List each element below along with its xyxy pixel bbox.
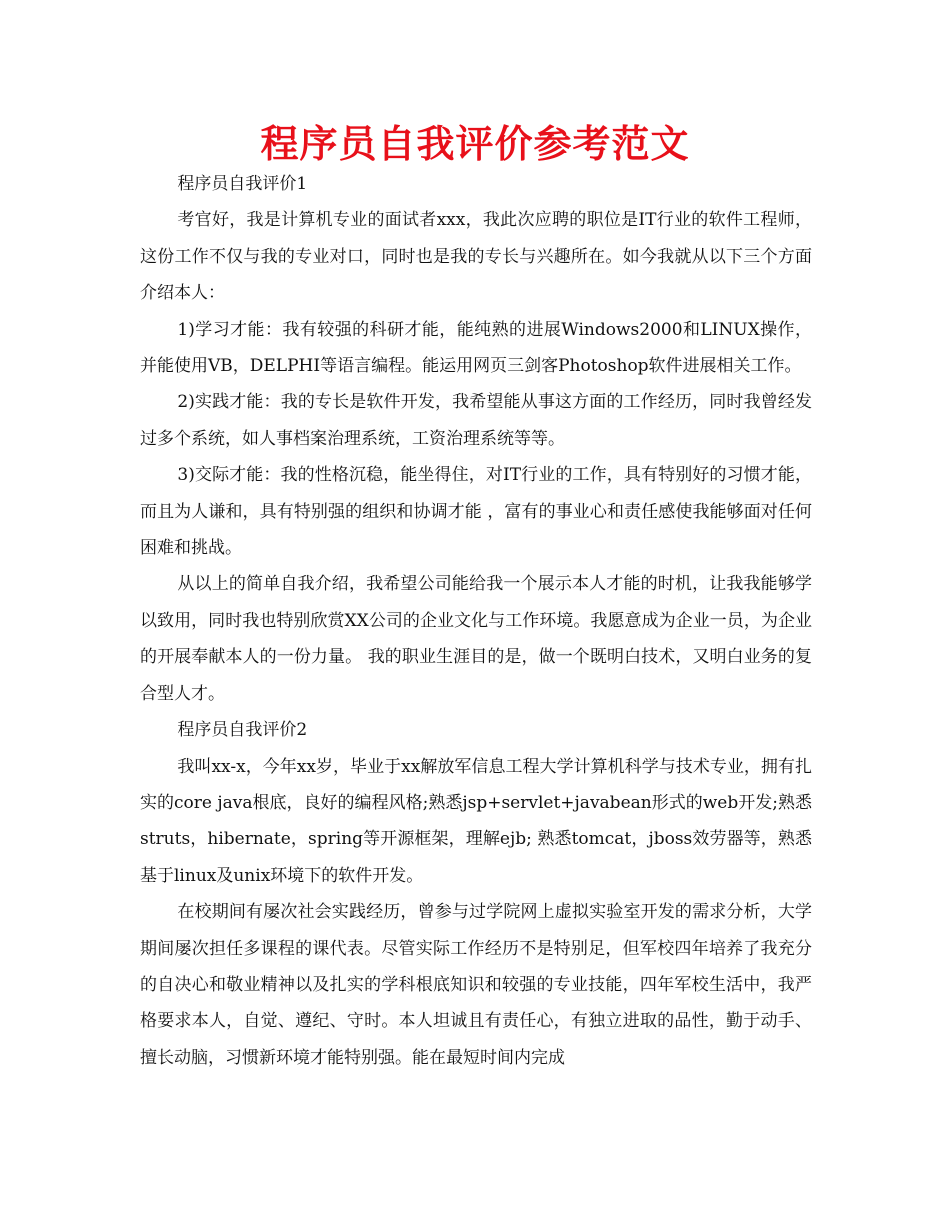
paragraph: 在校期间有屡次社会实践经历，曾参与过学院网上虚拟实验室开发的需求分析，大学期间屡次担任多课程的课代表。尽管实际工作经历不是特别足，但军校四年培养了我充分的自决心和敬业精神以及扎实的学科根底知识和较强的专业技能，四年军校生活中，我严格要求本人，自觉、遵纪、守时。本人坦诚且有责任心，有独立进取的品性，勤于动手、擅长动脑，习惯新环境才能特别强。能在最短时间内完成 [140,902,812,1068]
paragraph: 从以上的简单自我介绍，我希望公司能给我一个展示本人才能的时机，让我我能够学以致用，同时我也特别欣赏XX公司的企业文化与工作环境。我愿意成为企业一员，为企业的开展奉献本人的一份力量。 我的职业生涯目的是，做一个既明白技术，又明白业务的复合型人才。 [140,574,812,704]
document-title: 程序员自我评价参考范文 [260,122,690,166]
paragraph: 2)实践才能：我的专长是软件开发，我希望能从事这方面的工作经历，同时我曾经发过多个系统，如人事档案治理系统，工资治理系统等等。 [140,392,812,449]
paragraph: 1)学习才能：我有较强的科研才能，能纯熟的进展Windows2000和LINUX操作，并能使用VB，DELPHI等语言编程。能运用网页三剑客Photoshop软件进展相关工作。 [140,319,812,377]
section-heading-2: 程序员自我评价2 [177,720,308,741]
paragraph: 考官好，我是计算机专业的面试者xxx，我此次应聘的职位是IT行业的软件工程师，这份工作不仅与我的专业对口，同时也是我的专长与兴趣所在。如今我就从以下三个方面介绍本人： [140,210,812,304]
paragraph: 3)交际才能：我的性格沉稳，能坐得住，对IT行业的工作，具有特别好的习惯才能，而且为人谦和，具有特别强的组织和协调才能 ，富有的事业心和责任感使我能够面对任何困难和挑战。 [140,465,812,559]
document-body [140,166,812,1076]
paragraph: 我叫xx-x，今年xx岁，毕业于xx解放军信息工程大学计算机科学与技术专业，拥有扎实的core java根底，良好的编程风格;熟悉jsp+servlet+javabean形式的web开发;熟悉struts，hibernate，spring等开源框架，理解ejb; 熟悉tomcat，jboss效劳器等，熟悉基于linux及unix环境下的软件开发。 [140,756,812,886]
section-heading-1: 程序员自我评价1 [177,174,308,194]
